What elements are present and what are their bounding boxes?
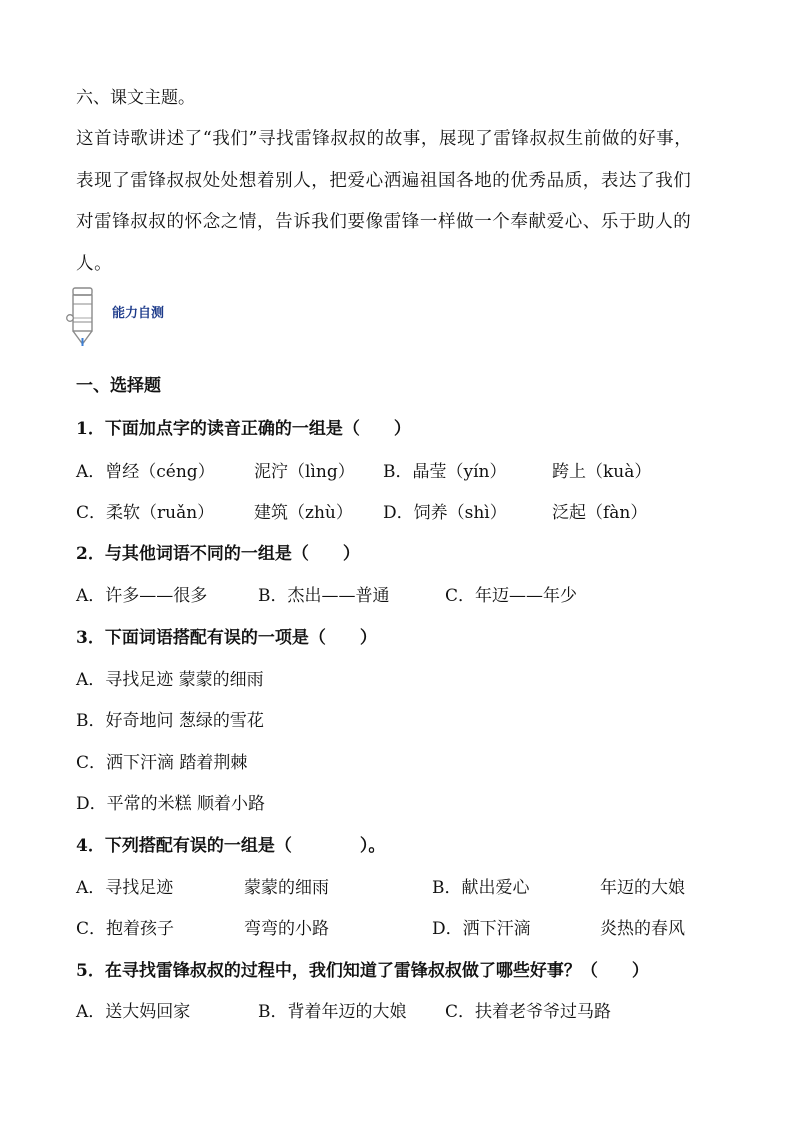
option-c: C．扶着老爷爷过马路	[445, 1002, 612, 1022]
question-2-stem: 2．与其他词语不同的一组是（ ）	[76, 544, 360, 564]
option-c-item-1: C．抱着孩子	[76, 919, 175, 939]
option-d-item-2: 泛起（fàn）	[552, 503, 648, 523]
question-1-stem: 1．下面加点字的读音正确的一组是（ ）	[76, 419, 411, 439]
question-5-options	[76, 1001, 716, 1023]
option-a: A．送大妈回家	[76, 1002, 191, 1022]
theme-paragraph-line-4: 人。	[76, 254, 113, 274]
option-a-item-1: A．寻找足迹	[76, 878, 174, 898]
question-5-stem: 5．在寻找雷锋叔叔的过程中，我们知道了雷锋叔叔做了哪些好事？（ ）	[76, 961, 649, 981]
option-c: C．年迈——年少	[445, 586, 578, 606]
theme-heading: 六、课文主题。	[76, 88, 195, 108]
question-4-row-1	[76, 877, 716, 899]
option-b: B．背着年迈的大娘	[258, 1002, 407, 1022]
option-d-item-1: D．饲养（shì）	[383, 503, 507, 523]
theme-paragraph-line-3: 对雷锋叔叔的怀念之情，告诉我们要像雷锋一样做一个奉献爱心、乐于助人的	[76, 212, 692, 232]
question-2-options	[76, 585, 716, 607]
option-b-item-2: 年迈的大娘	[600, 878, 685, 898]
section-title: 一、选择题	[76, 376, 161, 396]
question-4-stem: 4．下列搭配有误的一组是（ ）。	[76, 836, 386, 856]
option-b-item-1: B．献出爱心	[432, 878, 530, 898]
theme-paragraph-line-1: 这首诗歌讲述了“我们”寻找雷锋叔叔的故事，展现了雷锋叔叔生前做的好事，	[76, 129, 693, 149]
theme-paragraph-line-2: 表现了雷锋叔叔处处想着别人，把爱心洒遍祖国各地的优秀品质，表达了我们	[76, 171, 692, 191]
question-3-stem: 3．下面词语搭配有误的一项是（ ）	[76, 628, 377, 648]
option-a-item-2: 泥泞（lìng）	[254, 462, 355, 482]
option-a-item-1: A．曾经（céng）	[76, 462, 215, 482]
option-c-item-2: 弯弯的小路	[244, 919, 329, 939]
option-a-item-2: 蒙蒙的细雨	[244, 878, 329, 898]
option-b-item-2: 跨上（kuà）	[552, 462, 652, 482]
option-b: B．杰出——普通	[258, 586, 390, 606]
question-3-option-b: B．好奇地问 葱绿的雪花	[76, 711, 264, 731]
option-a: A．许多——很多	[76, 586, 208, 606]
question-4-row-2	[76, 918, 716, 940]
question-3-option-d: D．平常的米糕 顺着小路	[76, 794, 266, 814]
option-d-item-1: D．洒下汗滴	[432, 919, 531, 939]
question-1-row-1	[76, 461, 716, 483]
option-c-item-1: C．柔软（ruǎn）	[76, 503, 215, 523]
question-3-option-a: A．寻找足迹 蒙蒙的细雨	[76, 670, 264, 690]
question-1-row-2	[76, 502, 716, 524]
option-d-item-2: 炎热的春风	[600, 919, 685, 939]
pen-icon	[64, 286, 100, 348]
option-b-item-1: B．晶莹（yín）	[383, 462, 507, 482]
option-c-item-2: 建筑（zhù）	[254, 503, 353, 523]
question-3-option-c: C．洒下汗滴 踏着荆棘	[76, 753, 248, 773]
section-badge-label: 能力自测	[112, 306, 165, 321]
